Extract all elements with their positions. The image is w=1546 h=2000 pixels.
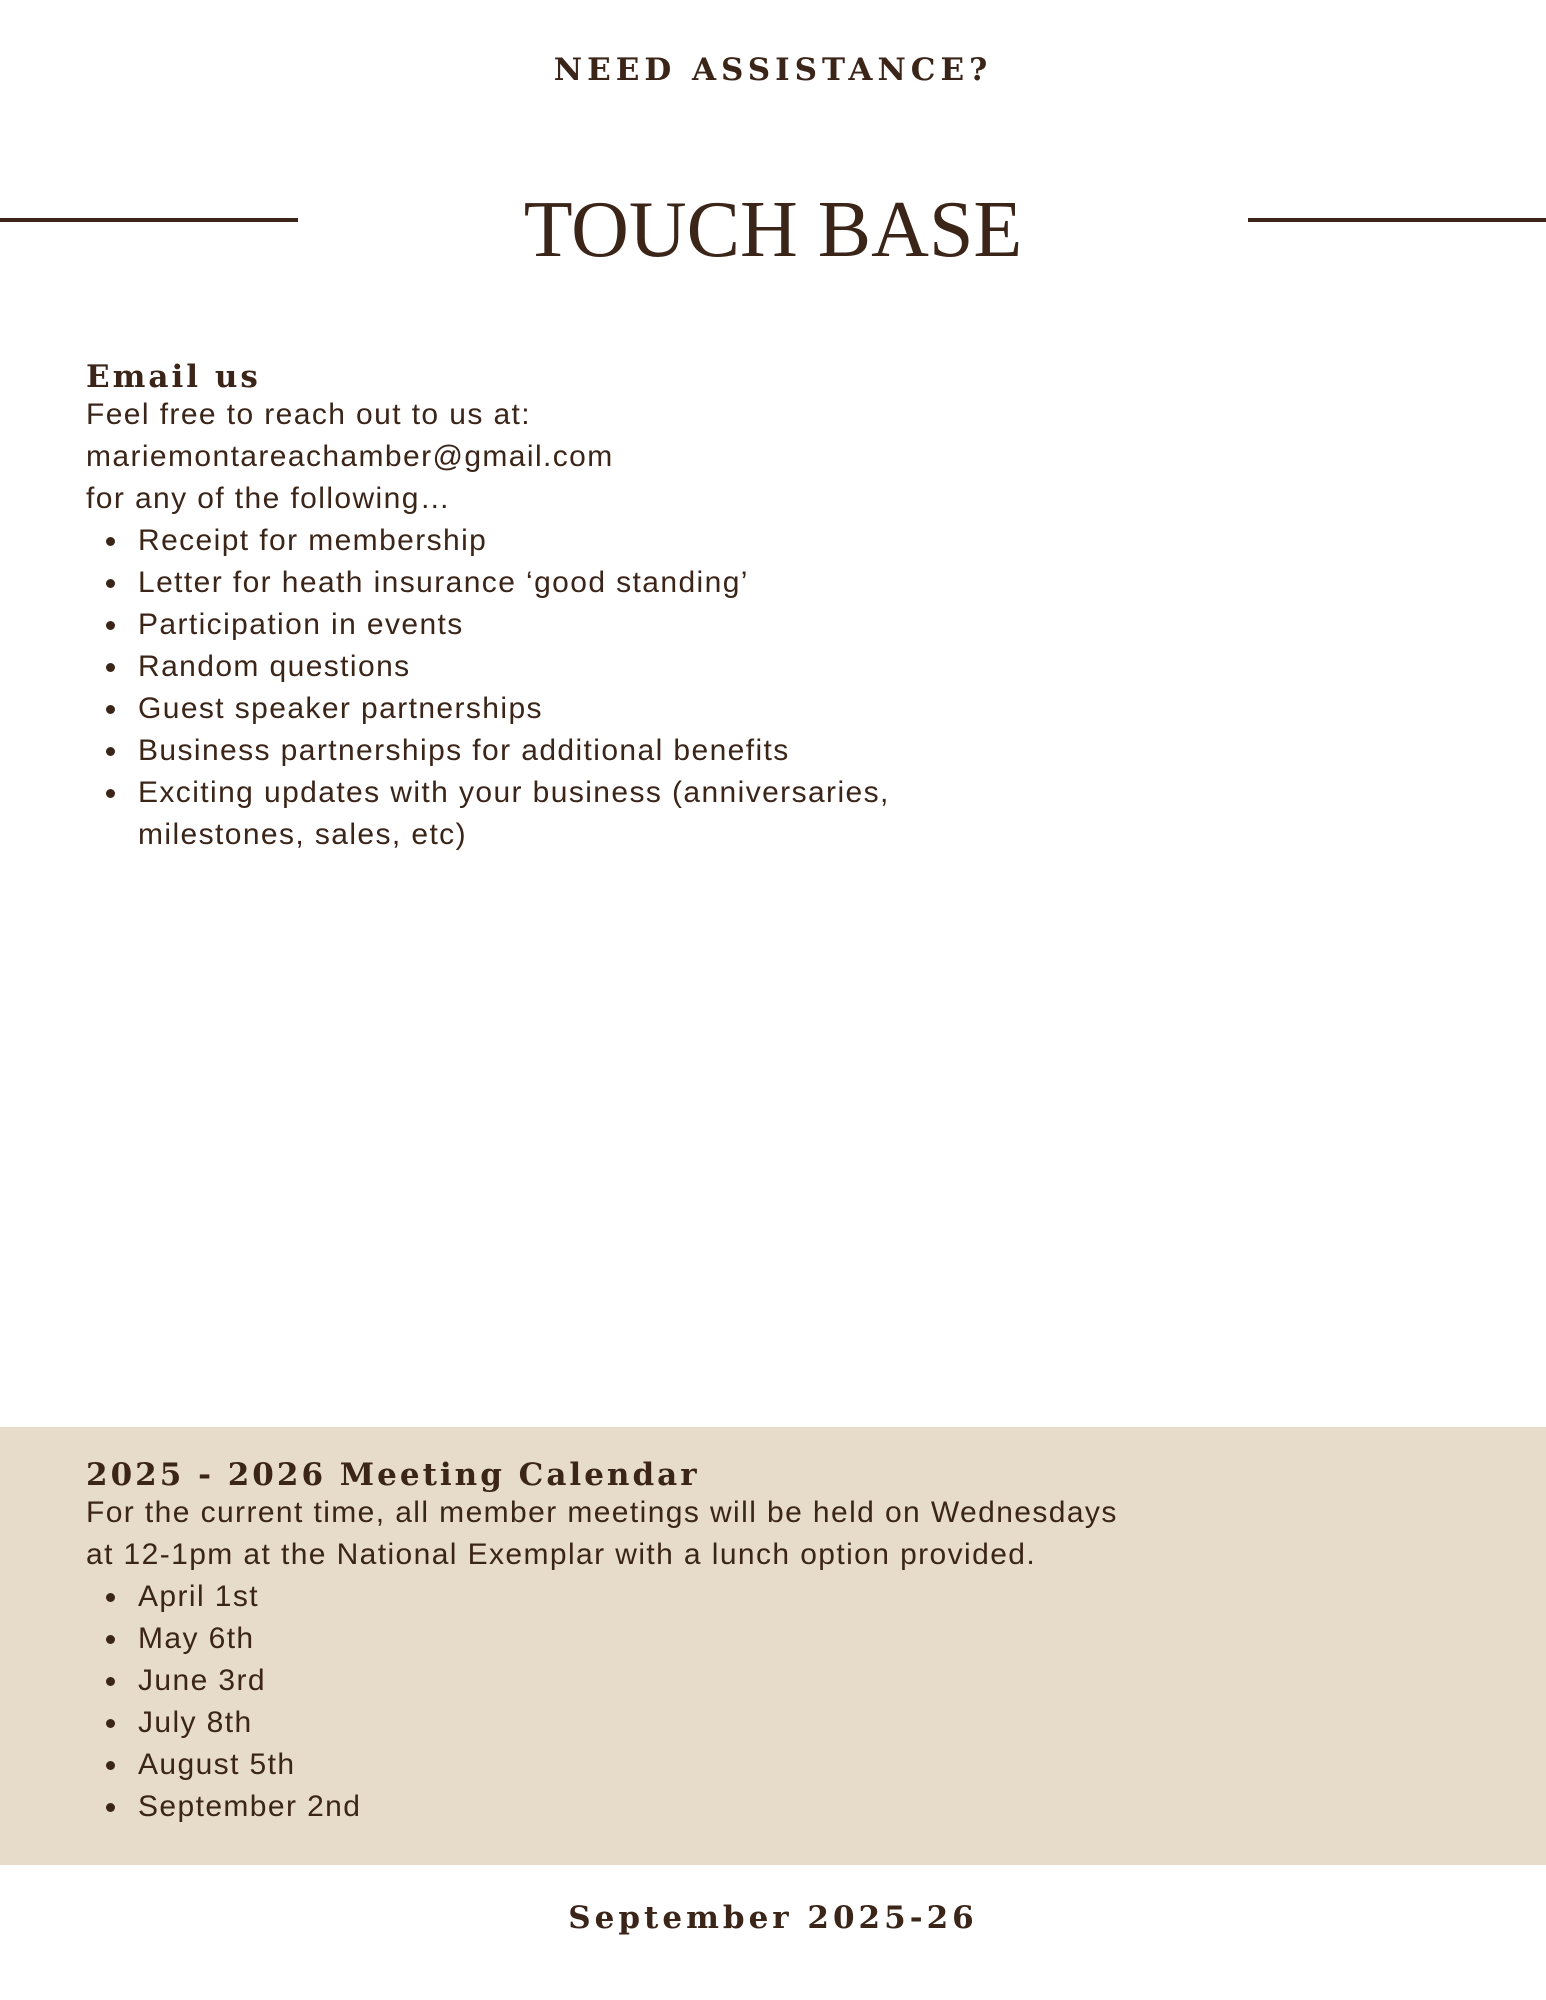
list-item <box>86 1702 1186 1744</box>
meeting-dates-list <box>86 1576 1186 1828</box>
bullet-icon <box>106 747 115 756</box>
list-item-text: Receipt for membership <box>138 524 488 557</box>
bullet-icon <box>106 789 115 798</box>
email-section <box>86 360 1186 856</box>
bullet-icon <box>106 621 115 630</box>
meeting-date: June 3rd <box>138 1664 266 1697</box>
list-item <box>86 604 966 646</box>
email-intro-line-1: Feel free to reach out to us at: <box>86 398 532 431</box>
meeting-date: April 1st <box>138 1580 259 1613</box>
calendar-description: For the current time, all member meetings will be held on Wednesdays at 12-1pm at the National Exemplar with a lunch option provided. <box>86 1496 1118 1571</box>
meeting-date: July 8th <box>138 1706 253 1739</box>
email-heading: Email us <box>86 359 261 395</box>
email-intro-line-2: for any of the following… <box>86 482 452 515</box>
list-item <box>86 562 966 604</box>
page-kicker: NEED ASSISTANCE? <box>553 52 993 88</box>
list-item <box>86 1786 1186 1828</box>
bullet-icon <box>106 1635 115 1644</box>
bullet-icon <box>106 537 115 546</box>
list-item-text: Exciting updates with your business (anniversaries, milestones, sales, etc) <box>138 776 890 851</box>
bullet-icon <box>106 1803 115 1812</box>
bullet-icon <box>106 1719 115 1728</box>
list-item <box>86 730 966 772</box>
list-item <box>86 772 966 856</box>
list-item <box>86 520 966 562</box>
bullet-icon <box>106 579 115 588</box>
bullet-icon <box>106 663 115 672</box>
email-address: mariemontareachamber@gmail.com <box>86 440 614 473</box>
meeting-date: September 2nd <box>138 1790 362 1823</box>
page-title: TOUCH BASE <box>523 186 1023 274</box>
email-topics-list <box>86 520 966 856</box>
list-item <box>86 688 966 730</box>
bullet-icon <box>106 1593 115 1602</box>
meeting-date: August 5th <box>138 1748 296 1781</box>
list-item-text: Guest speaker partnerships <box>138 692 543 725</box>
list-item <box>86 1576 1186 1618</box>
list-item-text: Participation in events <box>138 608 464 641</box>
bullet-icon <box>106 1677 115 1686</box>
list-item <box>86 1618 1186 1660</box>
list-item <box>86 1660 1186 1702</box>
bullet-icon <box>106 705 115 714</box>
list-item-text: Random questions <box>138 650 411 683</box>
bullet-icon <box>106 1761 115 1770</box>
calendar-heading: 2025 - 2026 Meeting Calendar <box>86 1457 700 1493</box>
list-item-text: Business partnerships for additional benefits <box>138 734 790 767</box>
title-rule-right <box>1248 218 1546 222</box>
meeting-date: May 6th <box>138 1622 255 1655</box>
list-item <box>86 1744 1186 1786</box>
list-item-text: Letter for heath insurance ‘good standing’ <box>138 566 749 599</box>
calendar-section <box>86 1458 1186 1828</box>
page-footer: September 2025-26 <box>568 1900 978 1936</box>
list-item <box>86 646 966 688</box>
